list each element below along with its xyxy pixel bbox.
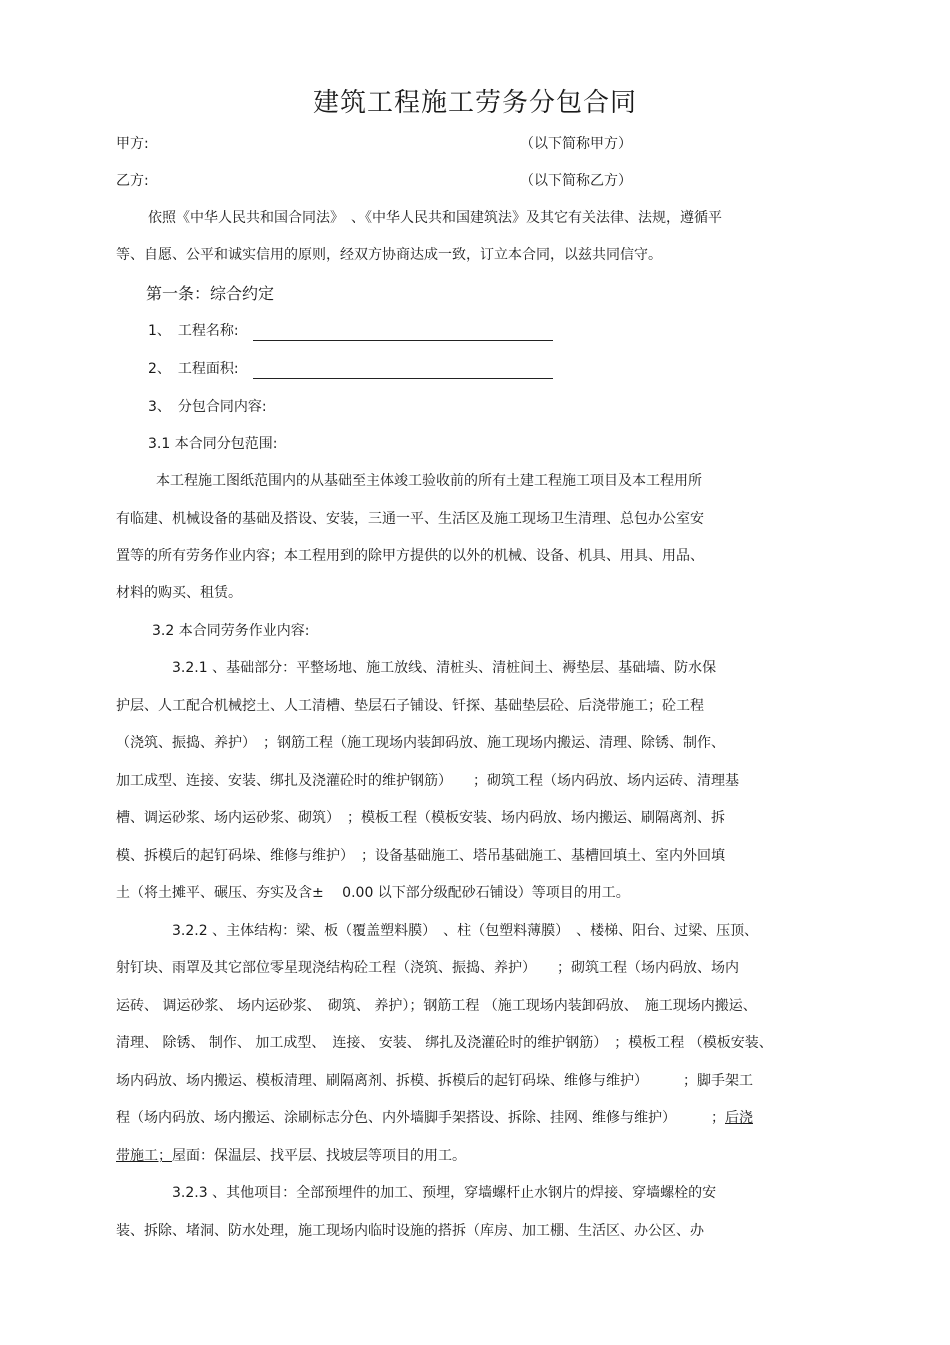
s31-line-1: 本工程施工图纸范围内的从基础至主体竣工验收前的所有土建工程施工项目及本工程用所 — [156, 473, 702, 489]
s321-line-6: 模、拆模后的起钉码垛、维修与维护） ；设备基础施工、塔吊基础施工、基槽回填土、室内外回填 — [116, 848, 725, 864]
s322-underlined-1: 后浇 — [725, 1110, 753, 1126]
project-area-blank — [253, 362, 553, 379]
s31-line-3: 置等的所有劳务作业内容；本工程用到的除甲方提供的以外的机械、设备、机具、用具、用品、 — [116, 548, 704, 564]
project-name-blank — [253, 324, 553, 341]
item-subcontract-content: 3、 分包合同内容: — [148, 399, 267, 415]
page-title: 建筑工程施工劳务分包合同 — [312, 88, 637, 118]
s322-line-5: 场内码放、场内搬运、模板清理、刷隔离剂、拆模、拆模后的起钉码垛、维修与维护） ；脚手架工 — [116, 1073, 753, 1089]
party-a-label: 甲方: — [116, 136, 149, 152]
s322-line-6-text: 程（场内码放、场内搬运、涂刷标志分色、内外墙脚手架搭设、拆除、挂网、维修与维护） ； — [116, 1110, 725, 1126]
party-b-label: 乙方: — [116, 173, 149, 189]
s321-line-3: （浇筑、振捣、养护） ；钢筋工程（施工现场内装卸码放、施工现场内搬运、清理、除锈、制作、 — [116, 735, 725, 751]
s322-underlined-2: 带施工； — [116, 1148, 172, 1164]
item-project-area-label: 2、 工程面积: — [148, 361, 239, 377]
s321-line-7: 土（将土摊平、碾压、夯实及含± 0.00 以下部分级配砂石铺设）等项目的用工。 — [116, 885, 630, 901]
item-project-area — [148, 359, 868, 379]
s321-line-2: 护层、人工配合机械挖土、人工清槽、垫层石子铺设、钎探、基础垫层砼、后浇带施工；砼工程 — [116, 698, 704, 714]
s322-line-2: 射钉块、雨罩及其它部位零星现浇结构砼工程（浇筑、振捣、养护） ；砌筑工程（场内码放、场内 — [116, 960, 739, 976]
s323-line-1: 3.2.3 、其他项目：全部预埋件的加工、预埋，穿墙螺杆止水钢片的焊接、穿墙螺栓的安 — [172, 1185, 717, 1201]
section-3-2: 3.2 本合同劳务作业内容: — [152, 623, 310, 639]
s322-line-6 — [116, 1108, 836, 1128]
section-3-1: 3.1 本合同分包范围: — [148, 436, 278, 452]
s323-line-2: 装、拆除、堵洞、防水处理，施工现场内临时设施的搭拆（库房、加工棚、生活区、办公区、办 — [116, 1223, 704, 1239]
s322-line-3: 运砖、 调运砂浆、 场内运砂浆、 砌筑、 养护）；钢筋工程 （施工现场内装卸码放、 施工现场内搬运、 — [116, 998, 757, 1014]
s31-line-4: 材料的购买、租赁。 — [116, 585, 242, 601]
party-b-note: （以下简称乙方） — [520, 173, 632, 189]
intro-line-2: 等、自愿、公平和诚实信用的原则，经双方协商达成一致，订立本合同，以兹共同信守。 — [116, 247, 662, 263]
s321-line-5: 槽、调运砂浆、场内运砂浆、砌筑） ；模板工程（模板安装、场内码放、场内搬运、刷隔离剂、拆 — [116, 810, 725, 826]
s322-line-1: 3.2.2 、主体结构：梁、板（覆盖塑料膜） 、柱（包塑料薄膜） 、楼梯、阳台、过梁、压顶、 — [172, 923, 759, 939]
item-project-name-label: 1、 工程名称: — [148, 323, 239, 339]
article-1-heading: 第一条：综合约定 — [146, 284, 275, 303]
s322-line-4: 清理、 除锈、 制作、 加工成型、 连接、 安装、 绑扎及浇灌砼时的维护钢筋） ；模板工程 （模板安装、 — [116, 1035, 773, 1051]
party-a-note: （以下简称甲方） — [520, 136, 632, 152]
intro-line-1: 依照《中华人民共和国合同法》 、《中华人民共和国建筑法》及其它有关法律、法规，遵循平 — [148, 210, 722, 226]
s321-line-1: 3.2.1 、基础部分：平整场地、施工放线、清桩头、清桩间土、褥垫层、基础墙、防水保 — [172, 660, 717, 676]
s322-line-7-text: 屋面：保温层、找平层、找坡层等项目的用工。 — [172, 1148, 466, 1164]
s31-line-2: 有临建、机械设备的基础及搭设、安装，三通一平、生活区及施工现场卫生清理、总包办公室安 — [116, 511, 704, 527]
s321-line-4: 加工成型、连接、安装、绑扎及浇灌砼时的维护钢筋） ；砌筑工程（场内码放、场内运砖、清理基 — [116, 773, 739, 789]
item-project-name — [148, 321, 868, 341]
s322-line-7 — [116, 1146, 836, 1166]
